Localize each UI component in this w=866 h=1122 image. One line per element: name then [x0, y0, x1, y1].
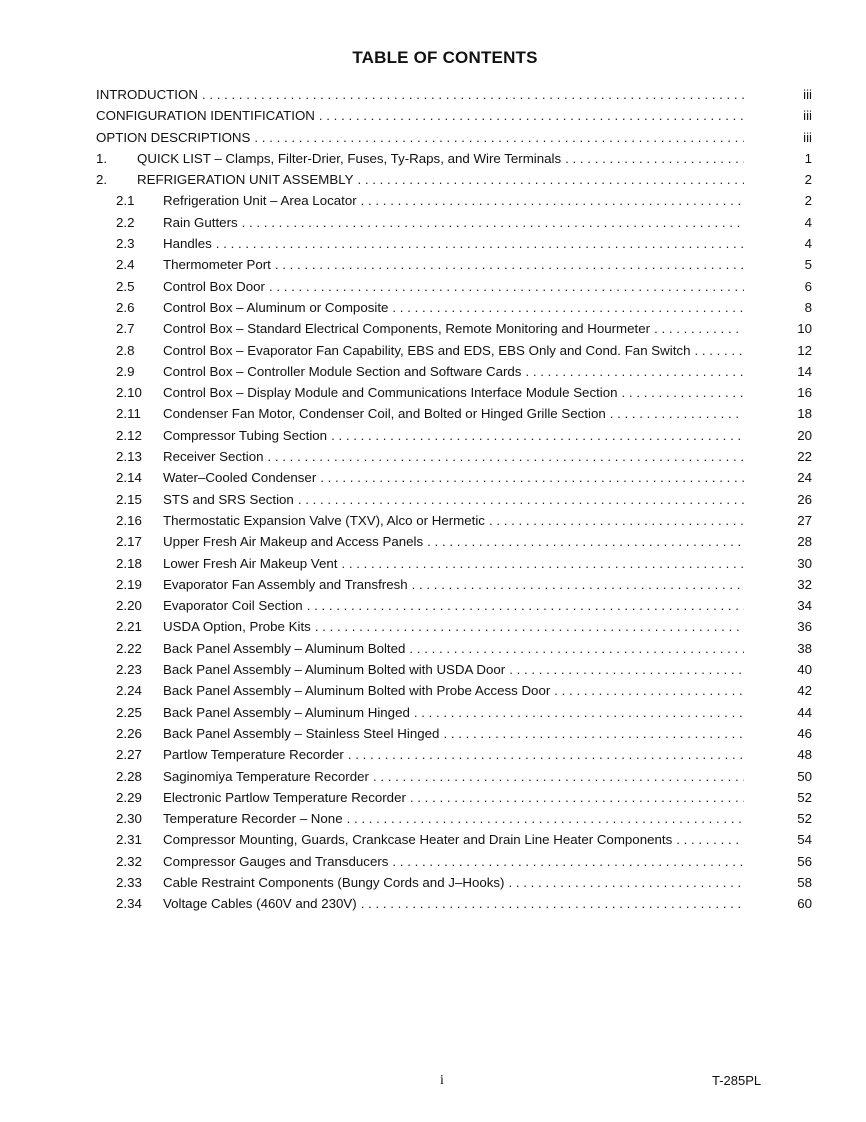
toc-entry-leader	[163, 489, 744, 510]
dot-leader	[565, 148, 744, 169]
toc-entry-leader	[163, 893, 744, 914]
dot-leader	[694, 340, 744, 361]
toc-entry-page: 2	[804, 172, 812, 188]
dot-leader	[347, 808, 744, 829]
toc-entry-page: 12	[797, 342, 812, 358]
toc-entry-title: Evaporator Coil Section	[163, 598, 303, 614]
dot-leader	[361, 190, 744, 211]
toc-entry-number: 2.23	[116, 662, 142, 678]
toc-entry-title: STS and SRS Section	[163, 491, 294, 507]
toc-entry-page: 10	[797, 321, 812, 337]
toc-entry-title: Control Box – Controller Module Section and Software Cards	[163, 363, 522, 379]
toc-entry[interactable]	[96, 851, 812, 872]
toc-entry[interactable]	[96, 787, 812, 808]
toc-entry-title: Saginomiya Temperature Recorder	[163, 768, 369, 784]
dot-leader	[392, 297, 744, 318]
toc-entry[interactable]	[96, 829, 812, 850]
dot-leader	[216, 233, 744, 254]
toc-entry-title: INTRODUCTION	[96, 87, 198, 102]
dot-leader	[202, 84, 744, 105]
toc-entry-leader	[163, 403, 744, 424]
dot-leader	[242, 212, 744, 233]
toc-entry-title: Control Box Door	[163, 278, 265, 294]
toc-entry[interactable]	[96, 893, 812, 914]
dot-leader	[414, 702, 744, 723]
dot-leader	[307, 595, 744, 616]
dot-leader	[361, 893, 744, 914]
toc-entry-leader	[163, 340, 744, 361]
toc-entry-number: 2.8	[116, 342, 135, 358]
toc-entry-page: 8	[804, 299, 812, 315]
toc-entry[interactable]	[96, 510, 812, 531]
toc-entry-page: 56	[797, 853, 812, 869]
toc-entry-number: 2.1	[116, 193, 135, 209]
toc-entry-number: 2.11	[116, 406, 141, 422]
toc-entry-page: 44	[797, 704, 812, 720]
toc-entry-page: 54	[797, 832, 812, 848]
toc-entry-leader	[163, 616, 744, 637]
toc-entry-title: Rain Gutters	[163, 214, 238, 230]
dot-leader	[554, 680, 744, 701]
toc-entry-page: 20	[797, 427, 812, 443]
toc-entry[interactable]	[96, 872, 812, 893]
toc-entry-leader	[163, 382, 744, 403]
toc-entry-page: 4	[804, 236, 812, 252]
toc-entry[interactable]	[96, 531, 812, 552]
toc-entry-number: 2.19	[116, 576, 142, 592]
toc-entry-page: 52	[797, 811, 812, 827]
toc-entry-title: Control Box – Aluminum or Composite	[163, 299, 389, 315]
toc-entry-title: Thermostatic Expansion Valve (TXV), Alco or Hermetic	[163, 512, 485, 528]
toc-entry-leader	[163, 531, 744, 552]
toc-entry-page: 22	[797, 449, 812, 465]
toc-entry-title: Control Box – Display Module and Communications Interface Module Section	[163, 385, 618, 401]
dot-leader	[509, 659, 744, 680]
toc-entry-page: 46	[797, 725, 812, 741]
toc-entry-page: iii	[803, 87, 812, 102]
toc-entry-number: 2.3	[116, 236, 135, 252]
dot-leader	[410, 787, 744, 808]
dot-leader	[341, 553, 744, 574]
toc-entry-number: 2.27	[116, 747, 142, 763]
toc-entry-number: 2.4	[116, 257, 135, 273]
toc-entry[interactable]	[96, 84, 812, 105]
toc-entry-title: Handles	[163, 236, 212, 252]
toc-entry-number: 2.26	[116, 725, 142, 741]
toc-entry-title: Back Panel Assembly – Aluminum Bolted	[163, 640, 406, 656]
toc-entry-number: 2.33	[116, 874, 142, 890]
toc-entry-leader	[96, 127, 744, 148]
toc-entry-number: 2.32	[116, 853, 142, 869]
toc-entry-leader	[163, 723, 744, 744]
toc-entry-title: Refrigeration Unit – Area Locator	[163, 193, 357, 209]
toc-entry-title: Water–Cooled Condenser	[163, 470, 317, 486]
toc-entry[interactable]	[96, 446, 812, 467]
toc-entry-number: 2.30	[116, 811, 142, 827]
toc-entry[interactable]	[96, 127, 812, 148]
toc-entry-number: 2.25	[116, 704, 142, 720]
toc-entry[interactable]	[96, 340, 812, 361]
toc-entry-page: 30	[797, 555, 812, 571]
toc-entry-number: 2.7	[116, 321, 135, 337]
toc-entry[interactable]	[96, 148, 812, 169]
toc-entry-title: CONFIGURATION IDENTIFICATION	[96, 108, 315, 124]
page-title: TABLE OF CONTENTS	[352, 48, 538, 67]
dot-leader	[409, 638, 744, 659]
toc-entry-leader	[163, 702, 744, 723]
toc-entry-leader	[163, 808, 744, 829]
dot-leader	[320, 467, 744, 488]
toc-entry-title: Upper Fresh Air Makeup and Access Panels	[163, 534, 424, 550]
toc-entry-title: Partlow Temperature Recorder	[163, 747, 344, 763]
toc-entry-number: 1.	[96, 150, 108, 166]
toc-entry-number: 2.2	[116, 214, 135, 230]
toc-entry-leader	[163, 595, 744, 616]
toc-entry[interactable]	[96, 276, 812, 297]
toc-entry[interactable]	[96, 489, 812, 510]
toc-entry[interactable]	[96, 808, 812, 829]
toc-entry-leader	[163, 446, 744, 467]
toc-entry-leader	[163, 659, 744, 680]
dot-leader	[348, 744, 744, 765]
toc-entry[interactable]	[96, 361, 812, 382]
toc-entry[interactable]	[96, 212, 812, 233]
dot-leader	[676, 829, 744, 850]
toc-entry-title: QUICK LIST – Clamps, Filter-Drier, Fuses, Ty-Raps, and Wire Terminals	[137, 150, 562, 166]
toc-entry-page: 36	[797, 619, 812, 635]
toc-entry-page: 34	[797, 598, 812, 614]
dot-leader	[427, 531, 744, 552]
toc-entry-page: 1	[804, 150, 812, 166]
dot-leader	[357, 169, 744, 190]
toc-entry-leader	[163, 638, 744, 659]
toc-entry-number: 2.21	[116, 619, 142, 635]
toc-entry-leader	[163, 872, 744, 893]
toc-entry-title: Back Panel Assembly – Aluminum Bolted with Probe Access Door	[163, 683, 551, 699]
toc-entry[interactable]	[96, 680, 812, 701]
toc-entry[interactable]	[96, 766, 812, 787]
toc-entry[interactable]	[96, 233, 812, 254]
toc-entry-page: iii	[803, 129, 812, 145]
toc-entry-number: 2.	[96, 172, 108, 188]
toc-entry-page: iii	[803, 108, 812, 124]
toc-entry-title: Temperature Recorder – None	[163, 811, 343, 827]
toc-entry[interactable]	[96, 638, 812, 659]
toc-entry-leader	[163, 510, 744, 531]
toc-entry[interactable]	[96, 425, 812, 446]
dot-leader	[443, 723, 744, 744]
toc-entry-leader	[96, 105, 744, 126]
dot-leader	[610, 403, 744, 424]
toc-entry-page: 27	[797, 512, 812, 528]
toc-entry-page: 38	[797, 640, 812, 656]
toc-entry-title: OPTION DESCRIPTIONS	[96, 129, 251, 145]
toc-entry-leader	[163, 829, 744, 850]
toc-entry-page: 60	[797, 896, 812, 912]
toc-entry-number: 2.9	[116, 363, 135, 379]
dot-leader	[525, 361, 744, 382]
dot-leader	[269, 276, 744, 297]
toc-entry-title: Back Panel Assembly – Aluminum Hinged	[163, 704, 410, 720]
dot-leader	[319, 105, 744, 126]
toc-entry-page: 2	[804, 193, 812, 209]
toc-entry[interactable]	[96, 723, 812, 744]
toc-entry[interactable]	[96, 702, 812, 723]
toc-entry-leader	[137, 148, 744, 169]
toc-entry-page: 24	[797, 470, 812, 486]
toc-entry-leader	[163, 318, 744, 339]
dot-leader	[331, 425, 744, 446]
toc-entry-leader	[163, 233, 744, 254]
toc-entry-number: 2.14	[116, 470, 142, 486]
toc-entry[interactable]	[96, 595, 812, 616]
toc-entry-number: 2.13	[116, 449, 142, 465]
toc-entry-leader	[163, 276, 744, 297]
toc-entry-number: 2.22	[116, 640, 142, 656]
toc-entry-title: Compressor Tubing Section	[163, 427, 328, 443]
dot-leader	[268, 446, 744, 467]
footer-document-code: T-285PL	[712, 1073, 762, 1088]
toc-entry-title: Lower Fresh Air Makeup Vent	[163, 555, 338, 571]
toc-entry[interactable]	[96, 254, 812, 275]
toc-entry-number: 2.29	[116, 789, 142, 805]
toc-entry-title: Receiver Section	[163, 449, 264, 465]
toc-entry-page: 5	[804, 257, 812, 273]
toc-entry-title: Back Panel Assembly – Aluminum Bolted with USDA Door	[163, 662, 506, 678]
toc-entry-leader	[163, 851, 744, 872]
toc-entry-leader	[163, 766, 744, 787]
toc-entry-leader	[163, 212, 744, 233]
toc-entry-leader	[163, 467, 744, 488]
toc-entry-title: Compressor Mounting, Guards, Crankcase Heater and Drain Line Heater Components	[163, 832, 673, 848]
toc-entry-number: 2.20	[116, 598, 142, 614]
toc-entry[interactable]	[96, 574, 812, 595]
toc-entry-title: Voltage Cables (460V and 230V)	[163, 896, 357, 912]
dot-leader	[412, 574, 744, 595]
toc-entry-leader	[163, 744, 744, 765]
dot-leader	[622, 382, 744, 403]
toc-entry[interactable]	[96, 105, 812, 126]
toc-entry-page: 58	[797, 874, 812, 890]
toc-entry-number: 2.31	[116, 832, 142, 848]
dot-leader	[489, 510, 744, 531]
toc-entry-leader	[163, 254, 744, 275]
toc-entry[interactable]	[96, 403, 812, 424]
dot-leader	[508, 872, 744, 893]
dot-leader	[254, 127, 744, 148]
toc-entry-title: Thermometer Port	[163, 257, 271, 273]
toc-entry-number: 2.10	[116, 385, 142, 401]
toc-entry-page: 6	[804, 278, 812, 294]
toc-entry-page: 4	[804, 214, 812, 230]
toc-entry[interactable]	[96, 190, 812, 211]
toc-entry-number: 2.17	[116, 534, 142, 550]
table-of-contents	[96, 84, 812, 915]
toc-entry[interactable]	[96, 553, 812, 574]
dot-leader	[298, 489, 744, 510]
toc-entry-title: REFRIGERATION UNIT ASSEMBLY	[137, 172, 354, 188]
toc-entry[interactable]	[96, 297, 812, 318]
toc-entry-title: Compressor Gauges and Transducers	[163, 853, 389, 869]
dot-leader	[392, 851, 744, 872]
toc-entry-leader	[163, 574, 744, 595]
toc-entry-page: 28	[797, 534, 812, 550]
dot-leader	[373, 766, 744, 787]
toc-entry-leader	[163, 425, 744, 446]
toc-entry-page: 14	[797, 363, 812, 379]
toc-entry[interactable]	[96, 659, 812, 680]
toc-entry-leader	[163, 361, 744, 382]
toc-entry-title: Back Panel Assembly – Stainless Steel Hinged	[163, 725, 440, 741]
toc-entry-title: Cable Restraint Components (Bungy Cords and J–Hooks)	[163, 874, 505, 890]
toc-entry[interactable]	[96, 467, 812, 488]
footer-page-number: i	[440, 1073, 444, 1088]
toc-entry[interactable]	[96, 318, 812, 339]
toc-entry-number: 2.12	[116, 427, 142, 443]
toc-entry-number: 2.6	[116, 299, 135, 315]
toc-entry-page: 32	[797, 576, 812, 592]
toc-entry-page: 16	[797, 385, 812, 401]
dot-leader	[275, 254, 744, 275]
toc-entry-page: 48	[797, 747, 812, 763]
toc-entry[interactable]	[96, 382, 812, 403]
toc-entry-title: Evaporator Fan Assembly and Transfresh	[163, 576, 408, 592]
toc-entry-page: 40	[797, 662, 812, 678]
toc-entry-leader	[163, 190, 744, 211]
dot-leader	[315, 616, 744, 637]
toc-entry-number: 2.15	[116, 491, 142, 507]
toc-entry[interactable]	[96, 744, 812, 765]
toc-entry-number: 2.34	[116, 896, 142, 912]
toc-entry-number: 2.24	[116, 683, 142, 699]
toc-entry-page: 50	[797, 768, 812, 784]
toc-entry-leader	[163, 787, 744, 808]
toc-entry-number: 2.28	[116, 768, 142, 784]
toc-entry-number: 2.5	[116, 278, 135, 294]
toc-entry-title: Electronic Partlow Temperature Recorder	[163, 789, 406, 805]
dot-leader	[654, 318, 744, 339]
toc-entry-title: USDA Option, Probe Kits	[163, 619, 311, 635]
toc-entry-title: Condenser Fan Motor, Condenser Coil, and Bolted or Hinged Grille Section	[163, 406, 606, 422]
toc-entry-leader	[163, 680, 744, 701]
toc-entry-leader	[163, 553, 744, 574]
toc-entry-leader	[96, 84, 744, 105]
toc-entry-page: 42	[797, 683, 812, 699]
toc-entry-title: Control Box – Evaporator Fan Capability, EBS and EDS, EBS Only and Cond. Fan Switch	[163, 342, 691, 358]
toc-entry-number: 2.18	[116, 555, 142, 571]
toc-entry-page: 52	[797, 789, 812, 805]
toc-entry[interactable]	[96, 616, 812, 637]
toc-entry[interactable]	[96, 169, 812, 190]
toc-entry-leader	[137, 169, 744, 190]
toc-entry-title: Control Box – Standard Electrical Components, Remote Monitoring and Hourmeter	[163, 321, 651, 337]
toc-entry-number: 2.16	[116, 512, 142, 528]
toc-entry-page: 26	[797, 491, 812, 507]
toc-entry-leader	[163, 297, 744, 318]
toc-entry-page: 18	[797, 406, 812, 422]
